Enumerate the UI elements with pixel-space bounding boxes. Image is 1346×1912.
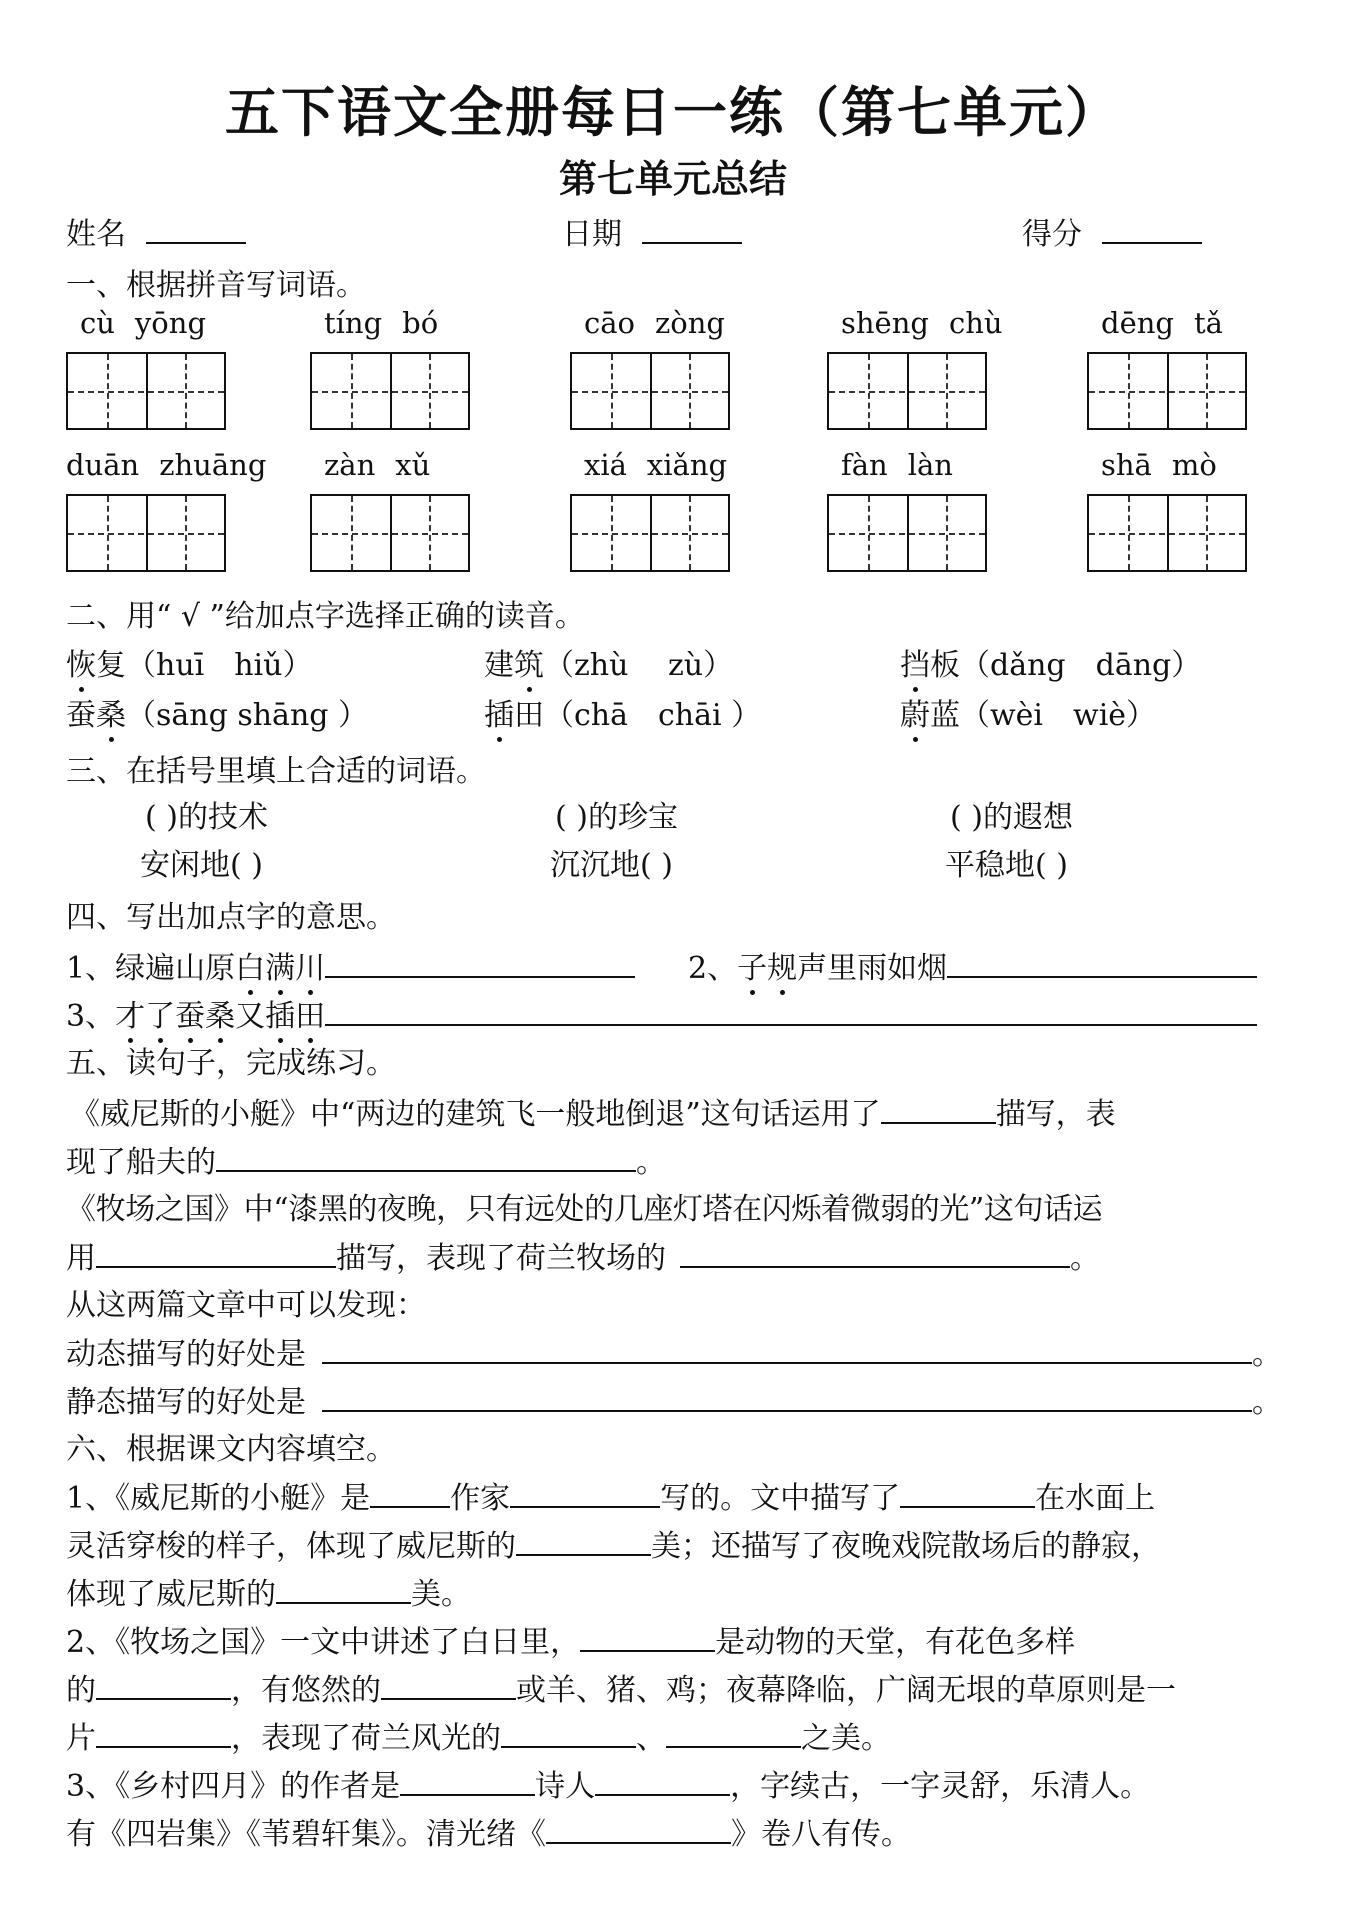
grid-guide-line [351,496,353,570]
dotted-char: 川 [295,949,325,989]
grid-guide-line [946,496,948,570]
q1-line1 [66,1478,1155,1519]
answer-blank[interactable] [666,1718,801,1748]
q3-line1 [66,1766,1150,1807]
grid-guide-line [185,496,187,570]
pinyin-options[interactable]: （dǎng dāng） [960,648,1202,683]
answer-blank[interactable] [881,1094,996,1124]
poem-text: 2、 [688,951,738,986]
meaning-line-1 [66,948,635,989]
answer-blank[interactable] [325,996,1257,1026]
pasture-sentence-cont [66,1238,1100,1279]
sentence-text: 《威尼斯的小艇》中“两边的建筑飞一般地倒退”这句话运用了 [70,1097,881,1132]
word-char: 田 [514,698,544,733]
grid-guide-line [68,391,224,393]
sentence-text: 。 [1070,1241,1100,1276]
word-char: 建 [484,648,514,683]
pronunciation-item [66,696,368,736]
dynamic-benefit [66,1334,1282,1375]
grid-guide-line [1128,496,1130,570]
tianzige-writing-grid[interactable] [570,352,730,430]
grid-guide-line [1089,391,1245,393]
score-field [1022,214,1202,255]
fill-phrase[interactable]: ( )的遐想 [950,800,1073,835]
pronunciation-item [900,646,1201,686]
poem-text: 又 [235,999,266,1034]
dotted-char: 挡 [900,646,930,686]
q-text: ，有悠然的 [231,1673,381,1708]
answer-blank[interactable] [96,1238,336,1268]
pinyin-options[interactable]: （huī hiǔ） [126,648,313,683]
answer-blank[interactable] [96,1718,231,1748]
tianzige-writing-grid[interactable] [1087,494,1247,572]
q-text: 的 [66,1673,96,1708]
dotted-char: 田 [295,997,325,1037]
grid-guide-line [1128,354,1130,428]
pinyin-syllable: zàn [324,448,376,482]
sentence-text: 。 [1252,1385,1282,1420]
pinyin-syllable: mò [1171,448,1217,482]
answer-blank[interactable] [96,1670,231,1700]
q-text: 、 [636,1721,666,1756]
answer-blank[interactable] [900,1478,1035,1508]
pinyin-syllable: cù [80,306,115,340]
q-text: 作家 [450,1481,511,1516]
sentence-text: 用 [66,1241,96,1276]
venice-sentence [70,1094,1116,1135]
grid-guide-line [829,533,985,535]
dotted-char: 规 [767,949,797,989]
sentence-text: 描写，表 [995,1097,1116,1132]
grid-guide-line [107,354,109,428]
answer-blank[interactable] [322,1334,1252,1364]
q1-line3 [66,1574,471,1615]
section2-heading: 二、用“ √ ”给加点字选择正确的读音。 [66,599,585,634]
grid-guide-line [868,354,870,428]
answer-blank[interactable] [510,1478,660,1508]
word-char: 板 [930,648,960,683]
q2-line2 [66,1670,1176,1711]
answer-blank[interactable] [325,948,635,978]
answer-blank[interactable] [501,1718,636,1748]
name-label: 姓名 [66,217,126,252]
dotted-char: 插 [265,997,295,1037]
pinyin-syllable: tíng [324,306,383,340]
q-text: 片 [66,1721,96,1756]
q-text: 1、《威尼斯的小艇》是 [66,1481,371,1516]
pinyin-syllable: shā [1101,448,1152,482]
sentence-text: 。 [1252,1337,1282,1372]
fill-phrase[interactable]: 平稳地( ) [945,848,1068,883]
grid-guide-line [68,533,224,535]
tianzige-writing-grid[interactable] [66,352,226,430]
poem-text: 声里雨如烟 [797,951,948,986]
grid-guide-line [868,496,870,570]
tianzige-writing-grid[interactable] [570,494,730,572]
grid-guide-line [1206,496,1208,570]
q-text: 之美。 [801,1721,891,1756]
pinyin-options[interactable]: （zhù zù） [544,648,734,683]
pronunciation-item [66,646,312,686]
q2-line1 [66,1622,1075,1663]
tianzige-writing-grid[interactable] [827,494,987,572]
grid-guide-line [429,496,431,570]
pinyin-syllable: cāo [584,306,635,340]
grid-guide-line [1206,354,1208,428]
pinyin-label [80,306,206,340]
grid-guide-line [429,354,431,428]
pasture-sentence: 《牧场之国》中“漆黑的夜晚，只有远处的几座灯塔在闪烁着微弱的光”这句话运 [66,1192,1103,1227]
page-title: 五下语文全册每日一练（第七单元） [225,81,1121,144]
tianzige-writing-grid[interactable] [310,352,470,430]
tianzige-writing-grid[interactable] [1087,352,1247,430]
score-blank[interactable] [1102,214,1202,244]
grid-guide-line [611,354,613,428]
pinyin-label [1101,448,1217,482]
dotted-char: 插 [484,696,514,736]
name-blank[interactable] [146,214,246,244]
pronunciation-item [484,646,733,686]
grid-guide-line [312,391,468,393]
grid-guide-line [689,354,691,428]
poem-text: 3、 [66,999,116,1034]
dotted-char: 桑 [96,696,126,736]
pinyin-label [841,306,1003,340]
dotted-char: 满 [265,949,295,989]
answer-blank[interactable] [216,1142,636,1172]
pinyin-label [584,448,727,482]
pinyin-options[interactable]: （sāng shāng ） [126,698,369,733]
date-blank[interactable] [642,214,742,244]
section6-heading: 六、根据课文内容填空。 [66,1432,396,1467]
tianzige-writing-grid[interactable] [827,352,987,430]
q-text: 诗人 [535,1769,596,1804]
dotted-char: 白 [235,949,265,989]
q-text: 美。 [411,1577,471,1612]
q1-line2 [66,1526,1161,1567]
answer-blank[interactable] [381,1670,516,1700]
answer-blank[interactable] [276,1574,411,1604]
name-field [66,214,246,255]
pinyin-label [66,448,266,482]
score-label: 得分 [1022,217,1082,252]
pinyin-syllable: zòng [655,306,725,340]
answer-blank[interactable] [516,1526,651,1556]
answer-blank[interactable] [947,948,1257,978]
static-benefit [66,1382,1282,1423]
prompt-text: 静态描写的好处是 [66,1385,306,1420]
q-text: 3、《乡村四月》的作者是 [66,1769,401,1804]
word-char: 复 [96,648,126,683]
venice-sentence-cont [66,1142,666,1183]
pinyin-syllable: duān [66,448,140,482]
q-text: 美；还描写了夜晚戏院散场后的静寂， [651,1529,1161,1564]
pinyin-syllable: xiá [584,448,627,482]
pinyin-syllable: yōng [134,306,207,340]
pinyin-label [324,448,430,482]
pinyin-label [1101,306,1223,340]
dotted-char: 蔚 [900,696,930,736]
q-text: 是动物的天堂，有花色多样 [715,1625,1076,1660]
answer-blank[interactable] [680,1238,1070,1268]
grid-guide-line [611,496,613,570]
q-text: 或羊、猪、鸡；夜幕降临，广阔无垠的草原则是一 [516,1673,1176,1708]
pinyin-syllable: xiǎng [646,448,728,482]
q-text: 灵活穿梭的样子，体现了威尼斯的 [66,1529,516,1564]
fill-phrase[interactable]: 沉沉地( ) [550,848,673,883]
pronunciation-item [900,696,1156,736]
q-text: 有《四岩集》《苇碧轩集》。清光绪《 [66,1817,546,1852]
section1-heading: 一、根据拼音写词语。 [66,268,366,303]
dotted-char: 了 [145,997,175,1037]
pinyin-syllable: tǎ [1193,306,1223,340]
sentence-text: 现了船夫的 [66,1145,216,1180]
section4-heading: 四、写出加点字的意思。 [66,900,396,935]
q-text: 在水面上 [1035,1481,1156,1516]
dotted-char: 筑 [514,646,544,686]
page-subtitle: 第七单元总结 [558,157,787,201]
date-label: 日期 [562,217,622,252]
meaning-line-2 [688,948,1257,989]
grid-guide-line [946,354,948,428]
pinyin-options[interactable]: （wèi wiè） [960,698,1157,733]
pinyin-syllable: chù [948,306,1003,340]
poem-text: 1、绿遍山原 [66,951,236,986]
dotted-char: 子 [737,949,767,989]
q-text: 》卷八有传。 [731,1817,911,1852]
pinyin-syllable: dēng [1101,306,1174,340]
pinyin-syllable: shēng [841,306,929,340]
dotted-char: 恢 [66,646,96,686]
q-text: ，表现了荷兰风光的 [231,1721,501,1756]
pinyin-label [324,306,438,340]
date-field [562,214,742,255]
grid-guide-line [351,354,353,428]
answer-blank[interactable] [580,1622,715,1652]
answer-blank[interactable] [370,1478,450,1508]
grid-guide-line [185,354,187,428]
word-char: 蓝 [930,698,960,733]
grid-guide-line [312,533,468,535]
pinyin-syllable: bó [402,306,439,340]
dotted-char: 桑 [205,997,235,1037]
q-text: 2、《牧场之国》一文中讲述了白日里， [66,1625,581,1660]
word-char: 蚕 [66,698,96,733]
pinyin-label [841,448,953,482]
sentence-text: 描写，表现了荷兰牧场的 [336,1241,666,1276]
answer-blank[interactable] [546,1814,731,1844]
fill-phrase[interactable]: 安闲地( ) [140,848,263,883]
meaning-line-3 [66,996,1257,1037]
grid-guide-line [829,391,985,393]
pinyin-options[interactable]: （chā chāi ） [544,698,762,733]
dotted-char: 才 [115,997,145,1037]
grid-guide-line [107,496,109,570]
grid-guide-line [1089,533,1245,535]
fill-phrase[interactable]: ( )的技术 [145,800,268,835]
section3-heading: 三、在括号里填上合适的词语。 [66,754,486,789]
grid-guide-line [572,533,728,535]
pinyin-label [584,306,725,340]
answer-blank[interactable] [595,1766,730,1796]
pinyin-syllable: zhuāng [159,448,267,482]
answer-blank[interactable] [400,1766,535,1796]
pronunciation-item [484,696,761,736]
fill-phrase[interactable]: ( )的珍宝 [555,800,678,835]
q3-line2 [66,1814,911,1855]
q-text: ，字续古，一字灵舒，乐清人。 [730,1769,1151,1804]
tianzige-writing-grid[interactable] [66,494,226,572]
discovery-text: 从这两篇文章中可以发现： [66,1288,426,1323]
pinyin-syllable: fàn [841,448,888,482]
pinyin-syllable: làn [907,448,953,482]
dotted-char: 蚕 [175,997,205,1037]
section5-heading: 五、读句子，完成练习。 [66,1046,396,1081]
q2-line3 [66,1718,891,1759]
answer-blank[interactable] [322,1382,1252,1412]
pinyin-syllable: xǔ [395,448,431,482]
sentence-text: 。 [636,1145,666,1180]
q-text: 体现了威尼斯的 [66,1577,276,1612]
q-text: 写的。文中描写了 [660,1481,901,1516]
grid-guide-line [689,496,691,570]
grid-guide-line [572,391,728,393]
prompt-text: 动态描写的好处是 [66,1337,306,1372]
tianzige-writing-grid[interactable] [310,494,470,572]
